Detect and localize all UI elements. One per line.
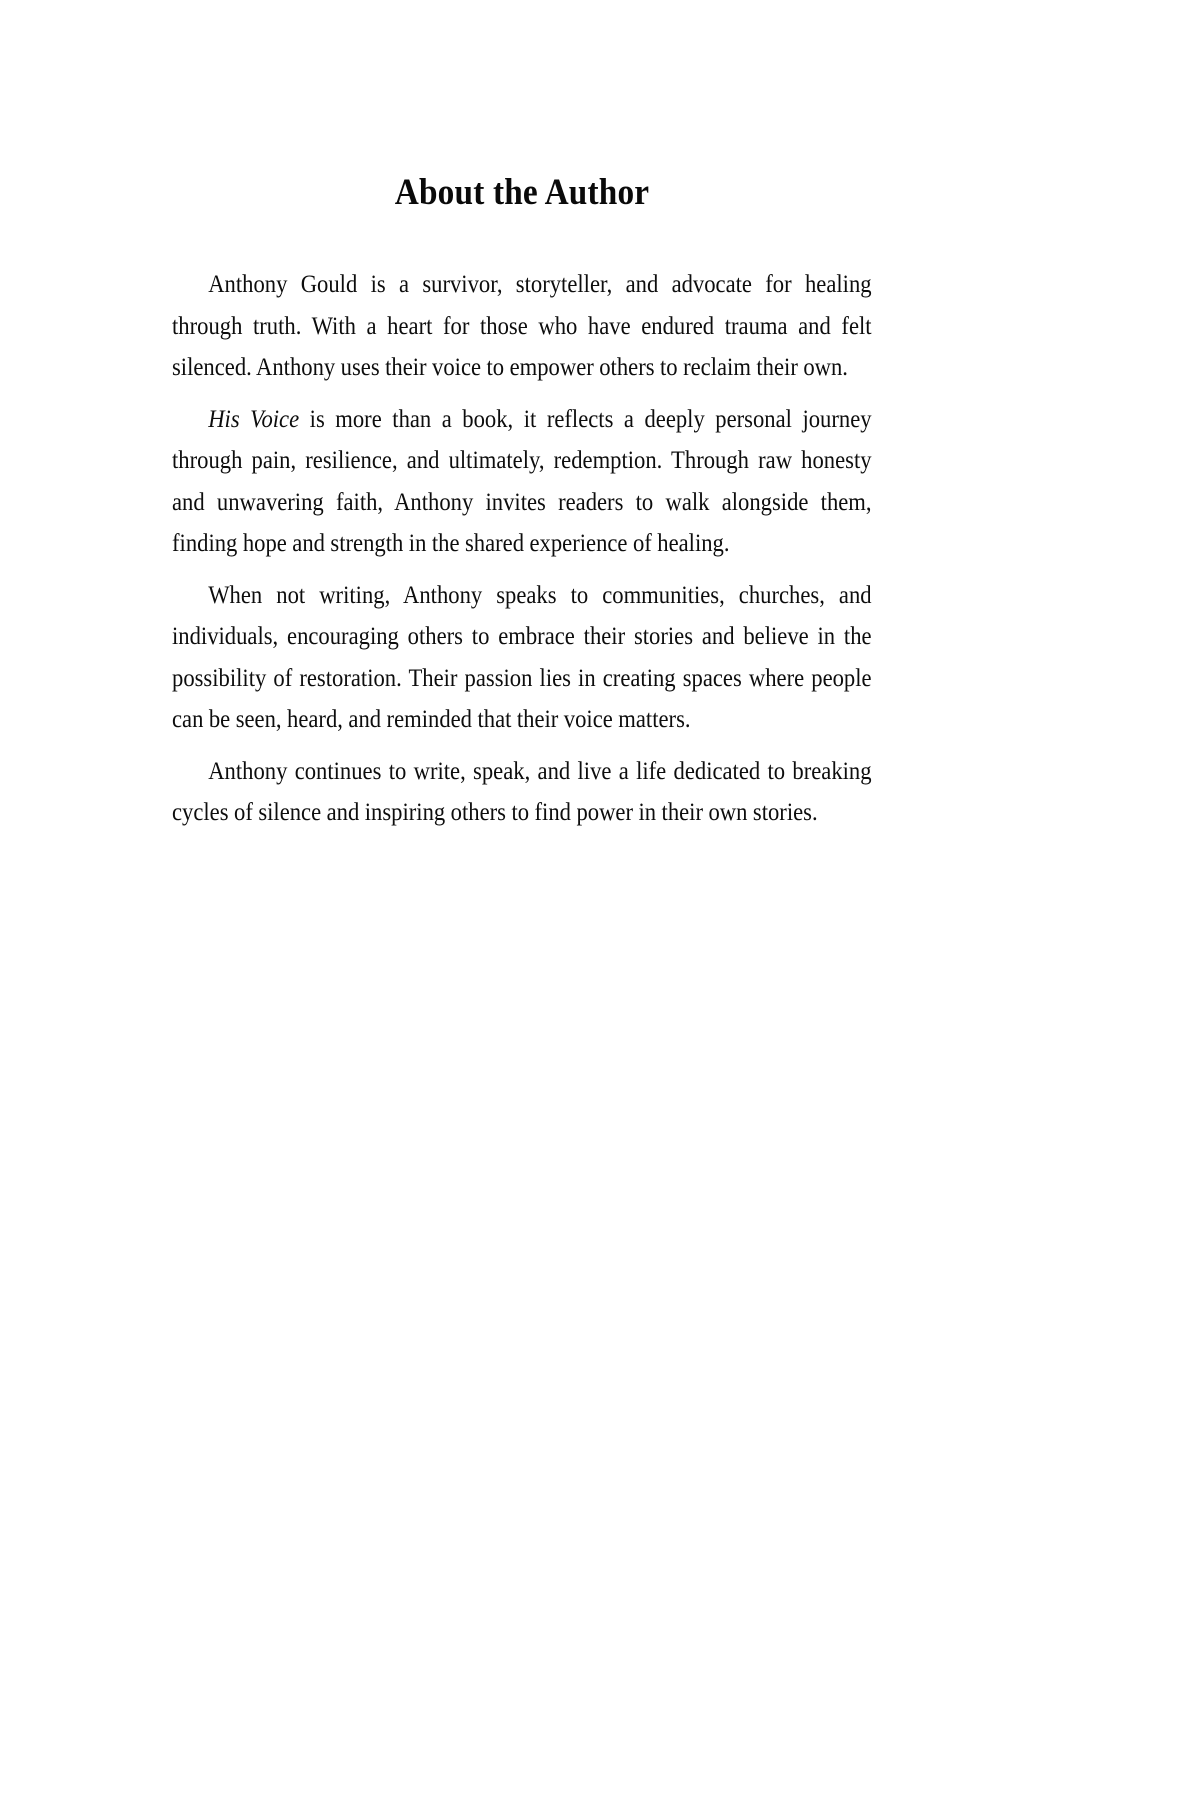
paragraph-1: Anthony Gould is a survivor, storyteller, and advocate for healing through truth. With a heart for those who have endured trauma and felt silenced. Anthony uses their voice to empower others to reclaim their own.	[172, 271, 872, 381]
paragraph-4: Anthony continues to write, speak, and live a life dedicated to breaking cycles of silence and inspiring others to find power in their own stories.	[172, 757, 872, 826]
book-title-emphasis: His Voice	[208, 405, 300, 433]
paragraph-2	[172, 399, 872, 565]
page-content	[172, 170, 872, 834]
page-title: About the Author	[394, 172, 650, 213]
paragraph-2-body: is more than a book, it reflects a deeply personal journey through pain, resilience, and ultimately, redemption. Through raw honesty and unwavering faith, Anthony invites readers to walk alongside them, finding hope and strength in the shared experience of healing.	[172, 405, 872, 557]
paragraph-3: When not writing, Anthony speaks to communities, churches, and individuals, encouraging others to embrace their stories and believe in the possibility of restoration. Their passion lies in creating spaces where people can be seen, heard, and reminded that their voice matters.	[172, 581, 872, 733]
